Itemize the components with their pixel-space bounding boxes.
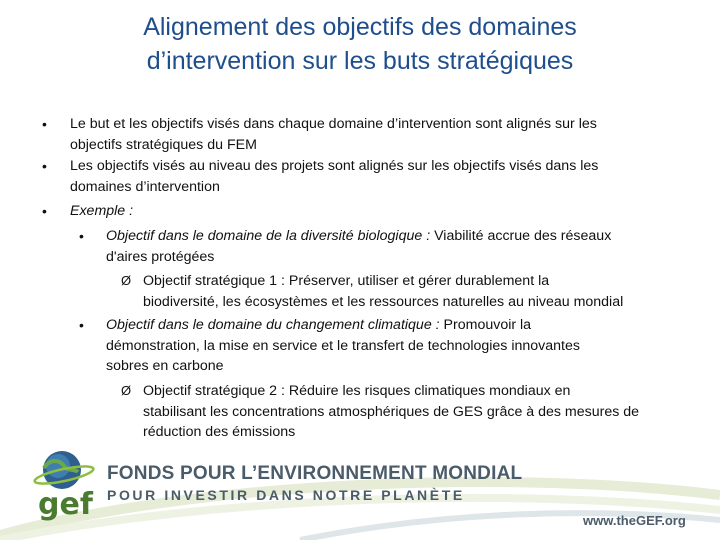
org-tagline: POUR INVESTIR DANS NOTRE PLANÈTE xyxy=(107,487,465,503)
bullet-1-line-2: objectifs stratégiques du FEM xyxy=(70,136,257,153)
arrow-bullet-icon: Ø xyxy=(121,273,132,288)
sub-bullet-2-line-2: démonstration, la mise en service et le transfert de technologies innovantes xyxy=(106,337,580,354)
sub-bullet-icon: • xyxy=(79,228,84,244)
arrow-1-line-1: Objectif stratégique 1 : Préserver, utiliser et gérer durablement la xyxy=(143,273,550,289)
sub-bullet-1-label: Objectif dans le domaine de la diversité biologique : xyxy=(106,228,431,244)
sub-bullet-text-1 xyxy=(106,226,611,267)
bullet-text-1 xyxy=(70,114,597,155)
arrow-2-line-3: réduction des émissions xyxy=(143,424,296,440)
sub-bullet-text-2 xyxy=(106,315,580,377)
gef-logo-text: gef xyxy=(38,487,93,522)
sub-bullet-1-rest: Viabilité accrue des réseaux xyxy=(430,228,612,244)
arrow-text-2 xyxy=(143,381,639,443)
sub-bullet-icon: • xyxy=(79,317,84,333)
bullet-text-2 xyxy=(70,156,598,197)
sub-bullet-2-label: Objectif dans le domaine du changement climatique : xyxy=(106,317,440,333)
sub-bullet-2-rest: Promouvoir la xyxy=(439,317,532,333)
slide-title xyxy=(0,10,720,78)
arrow-2-line-1: Objectif stratégique 2 : Réduire les risques climatiques mondiaux en xyxy=(143,383,571,399)
bullet-icon: • xyxy=(42,203,47,219)
arrow-text-1 xyxy=(143,271,623,312)
bullet-text-3: Exemple : xyxy=(70,203,134,219)
arrow-bullet-icon: Ø xyxy=(121,383,132,398)
arrow-1-line-2: biodiversité, les écosystèmes et les ressources naturelles au niveau mondial xyxy=(143,293,624,310)
arrow-2-line-2: stabilisant les concentrations atmosphériques de GES grâce à des mesures de xyxy=(143,403,640,420)
bullet-2-line-2: domaines d’intervention xyxy=(70,178,220,195)
website-link[interactable]: www.theGEF.org xyxy=(583,513,686,528)
slide-title-line-2: d’intervention sur les buts stratégiques xyxy=(146,47,574,75)
org-name: FONDS POUR L’ENVIRONNEMENT MONDIAL xyxy=(107,463,523,484)
bullet-icon: • xyxy=(42,158,47,174)
bullet-icon: • xyxy=(42,116,47,132)
sub-bullet-1-line-2: d'aires protégées xyxy=(106,248,215,265)
bullet-2-line-1: Les objectifs visés au niveau des projets sont alignés sur les objectifs visés dans les xyxy=(70,158,599,174)
sub-bullet-2-line-3: sobres en carbone xyxy=(106,358,224,374)
slide-title-line-1: Alignement des objectifs des domaines xyxy=(143,13,577,41)
bullet-1-line-1: Le but et les objectifs visés dans chaque domaine d’intervention sont alignés sur les xyxy=(70,116,597,132)
